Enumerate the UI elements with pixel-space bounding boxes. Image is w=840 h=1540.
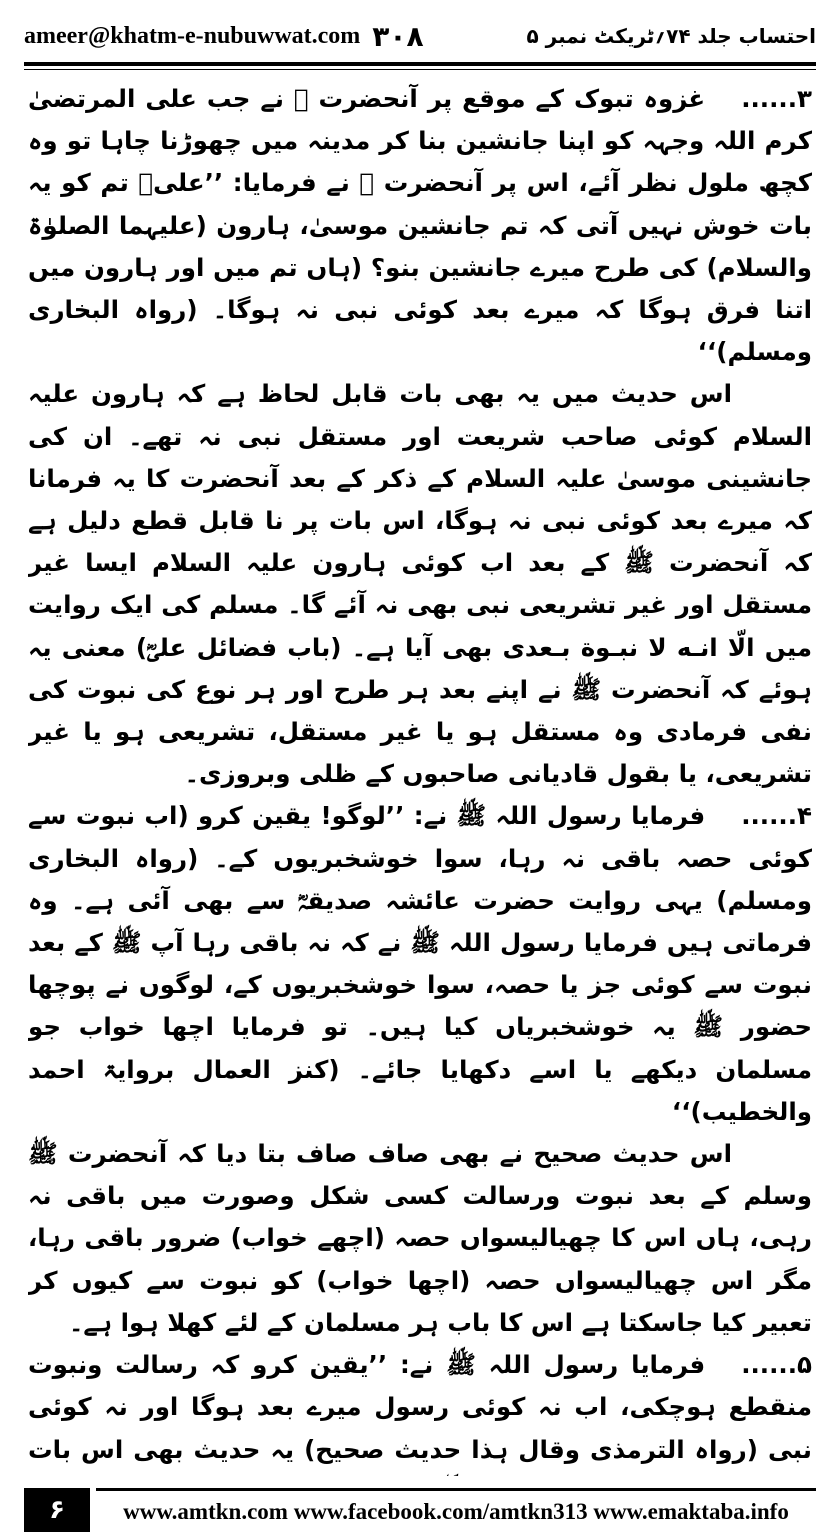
item-number: ۵...... [741, 1350, 812, 1380]
paragraph-text: اس حدیث صحیح نے بھی صاف صاف بتا دیا کہ آنحضرت ﷺ وسلم کے بعد نبوت ورسالت کسی شکل وصورت میں باقی نہ رہی، ہاں اس کا چھیالیسواں حصہ (اچھے خواب) ضرور باقی رہا، مگر اس چھیالیسواں حصہ (اچھا خواب) کو نبوت سے کیوں کر تعبیر کیا جاسکتا ہے اس کا باب ہر مسلمان کے لئے کھلا ہوا ہے۔ [28, 1139, 812, 1337]
header-rule-thin [24, 69, 816, 70]
paragraph-hadith-4 [28, 795, 812, 1133]
paragraph-commentary-4 [28, 1133, 812, 1344]
page-footer [24, 1488, 816, 1532]
paragraph-commentary-3 [28, 373, 812, 795]
paragraph-text: فرمایا رسول اللہ ﷺ نے: ’’یقین کرو کہ رسالت ونبوت منقطع ہوچکی، اب نہ کوئی رسول میرے بعد ہوگا اور نہ کوئی نبی (رواہ الترمذی وقال ہذا حدیث صحیح) یہ حدیث بھی اس بات [28, 1350, 812, 1464]
footer-links[interactable]: www.amtkn.com www.facebook.com/amtkn313 www.emaktaba.info [96, 1488, 816, 1532]
item-number: ۴...... [741, 801, 812, 831]
header-running-title: احتساب جلد ۷۴؍ٹریکٹ نمبر ۵ [526, 24, 816, 48]
header-page-number: ۳۰۸ [372, 19, 424, 53]
header-left [24, 20, 424, 53]
page-header [24, 14, 816, 58]
paragraph-hadith-3 [28, 78, 812, 373]
header-rule-thick [24, 62, 816, 66]
item-number: ۳...... [741, 84, 812, 113]
paragraph-text: فرمایا رسول اللہ ﷺ نے: ’’لوگو! یقین کرو (اب نبوت سے کوئی حصہ باقی نہ رہا، سوا خوشخبریوں کے۔ (رواہ البخاری ومسلم) یہی روایت حضرت عائشہ صدیقہؓ سے بھی آئی ہے۔ وہ فرماتی ہیں فرمایا رسول اللہ ﷺ نے کہ نہ باقی رہا آپ ﷺ کے بعد نبوت سے کوئی جز یا حصہ، سوا خوشخبریوں کے، لوگوں نے پوچھا حضور ﷺ یہ خوشخبریاں کیا ہیں۔ تو فرمایا اچھا خواب جو مسلمان دیکھے یا اسے دکھایا جائے۔ (کنز العمال بروایۃ احمد والخطیب)‘‘ [28, 801, 812, 1126]
header-email[interactable]: ameer@khatm-e-nubuwwat.com [24, 22, 361, 49]
footer-page-number: ۶ [24, 1488, 90, 1532]
page-body [28, 78, 812, 1476]
paragraph-text: غزوہ تبوک کے موقع پر آنحضرت ﷺ نے جب علی المرتضیٰ کرم اللہ وجہہ کو اپنا جانشین بنا کر مدینہ میں چھوڑنا چاہا تو وہ کچھ ملول نظر آئے، اس پر آنحضرت ﷺ نے فرمایا: ’’علیؓ تم کو یہ بات خوش نہیں آتی کہ تم جانشین موسیٰ، ہارون (علیہما الصلوٰۃ والسلام) کی طرح میرے جانشین بنو؟ (ہاں تم میں اور ہارون میں اتنا فرق ہوگا کہ میرے بعد کوئی نبی نہ ہوگا۔ (رواہ البخاری ومسلم)‘‘ [28, 84, 812, 367]
paragraph-hadith-5 [28, 1344, 812, 1476]
paragraph-text: اس حدیث میں یہ بھی بات قابل لحاظ ہے کہ ہارون علیہ السلام کوئی صاحب شریعت اور مستقل نبی نہ تھے۔ ان کی جانشینی موسیٰ علیہ السلام کے ذکر کے بعد آنحضرت کا یہ فرمانا کہ میرے بعد کوئی نبی نہ ہوگا، اس بات پر نا قابل قطع دلیل ہے کہ آنحضرت ﷺ کے بعد اب کوئی ہارون علیہ السلام ایسا غیر مستقل اور غیر تشریعی نبی بھی نہ آئے گا۔ مسلم کی ایک روایت میں الّا انـه لا نبـوة بـعدی بھی آیا ہے۔ (باب فضائل علیؓ) معنی یہ ہوئے کہ آنحضرت ﷺ نے اپنے بعد ہر طرح اور ہر نوع کی نبوت کی نفی فرمادی وہ مستقل ہو یا غیر مستقل، تشریعی ہو یا غیر تشریعی، یا بقول قادیانی صاحبوں کے ظلی وبروزی۔ [28, 379, 812, 789]
